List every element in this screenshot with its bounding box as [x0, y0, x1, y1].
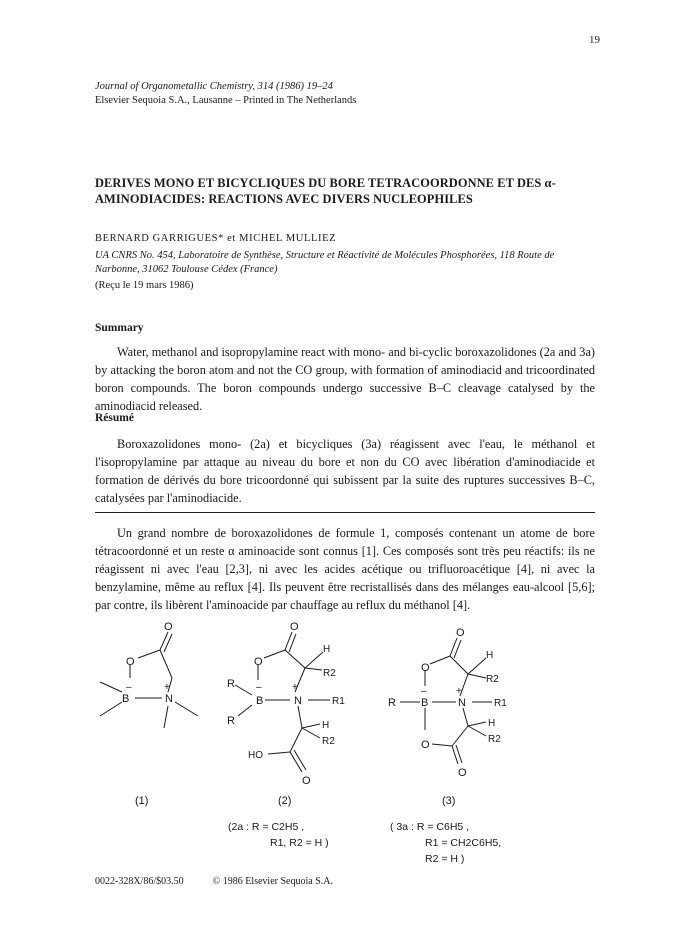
structure-3-atom-h-upper: H: [486, 650, 494, 661]
received-date: (Reçu le 19 mars 1986): [95, 280, 194, 291]
summary-text: Water, methanol and isopropylamine react with mono- and bi-cyclic boroxazolidones (2a and 3a) by attacking the boron atom and not the CO group, with formation of aminodiacid and tricoordinated boron compounds. The boron compounds undergo successive B–C cleavage catalysed by the aminodiacid released.: [95, 345, 595, 413]
structure-2-atom-h-lower: H: [322, 720, 330, 731]
structure-2-atom-r-upper: R: [227, 678, 235, 690]
structure-2-atom-r2-lower: R2: [322, 736, 335, 747]
structure-2-charge-plus: +: [292, 682, 298, 693]
structure-3a-note-line3: R2 = H ): [425, 853, 465, 865]
structure-2-charge-minus: –: [256, 682, 262, 693]
author-affiliation: UA CNRS No. 454, Laboratoire de Synthèse, Structure et Réactivité de Molécules Phosphorées, 118 Route de Narbonne, 31062 Toulouse Cédex (France): [95, 250, 555, 275]
structure-label-1: (1): [135, 795, 149, 807]
structure-2-atom-r2-upper: R2: [323, 668, 336, 679]
structure-3-atom-o-ring-upper: O: [421, 662, 430, 674]
structure-3a-note-line1: ( 3a : R = C6H5 ,: [390, 821, 470, 833]
journal-publisher: Elsevier Sequoia S.A., Lausanne – Printed in The Netherlands: [95, 95, 357, 106]
page-number: 19: [589, 34, 600, 46]
structure-3-atom-b: B: [421, 697, 429, 709]
structure-3-charge-minus: –: [421, 686, 427, 697]
structure-2-atom-o-carbonyl: O: [290, 621, 299, 633]
footer-code: 0022-328X/86/$03.50: [95, 876, 184, 887]
structure-1-atom-n: N: [165, 693, 173, 705]
article-authors: BERNARD GARRIGUES* et MICHEL MULLIEZ: [95, 233, 337, 244]
journal-header: [95, 80, 356, 108]
section-divider: [95, 512, 595, 513]
structure-2-atom-ho: HO: [248, 750, 263, 761]
article-title: DERIVES MONO ET BICYCLIQUES DU BORE TETRACOORDONNE ET DES α-AMINODIACIDES: REACTIONS AVEC DIVERS NUCLEOPHILES: [95, 176, 556, 206]
structure-2a-note-line1: (2a : R = C2H5 ,: [228, 821, 305, 833]
structure-2-atom-n: N: [294, 695, 302, 707]
chemical-structures-figure: [80, 620, 600, 870]
structure-label-2: (2): [278, 795, 292, 807]
resume-text: Boroxazolidones mono- (2a) et bicycliques (3a) réagissent avec l'eau, le méthanol et l'isopropylamine par attaque au niveau du bore et non du CO avec libération d'aminodiacide et formation de dérivés du bore tricoordonné qui subissent par la suite des ruptures successives B–C, catalysées par l'aminodiacide.: [95, 437, 595, 505]
structure-2-atom-o-acid: O: [302, 775, 311, 787]
structure-3-atom-r1: R1: [494, 698, 507, 709]
structure-2-atom-b: B: [256, 695, 264, 707]
summary-heading: Summary: [95, 322, 144, 334]
structure-1-atom-o-ring: O: [126, 656, 135, 668]
structure-3-atom-o-carbonyl-upper: O: [456, 627, 465, 639]
structure-2-atom-o-ring: O: [254, 656, 263, 668]
structure-3-atom-h-lower: H: [488, 718, 496, 729]
structure-1-atom-b: B: [122, 693, 130, 705]
structure-2-atom-r-lower: R: [227, 715, 235, 727]
body-paragraph: Un grand nombre de boroxazolidones de formule 1, composés contenant un atome de bore tétracoordonné et un reste α aminoacide sont connus [1]. Ces composés sont très peu réactifs: ils ne réagissent ni avec l'eau [2,3], ni avec les acides acétique ou trifluoroacétique [4], ni avec la benzylamine, même au reflux [4]. Ils peuvent être recristallisés dans des mélanges eau-alcool [5,6]; par contre, ils libèrent l'aminoacide par chauffage au reflux du méthanol [4].: [95, 526, 595, 612]
structure-1-bonds: [100, 632, 198, 728]
footer: [95, 876, 333, 887]
structure-3-atom-r2-lower: R2: [488, 734, 501, 745]
structure-2-atom-h-upper: H: [323, 644, 331, 655]
structure-1-charge-plus: +: [164, 682, 170, 693]
structure-2-atom-r1: R1: [332, 696, 345, 707]
structure-1-atom-o-carbonyl: O: [164, 621, 173, 633]
structure-3-atom-n: N: [458, 697, 466, 709]
structure-1-charge-minus: –: [126, 682, 132, 693]
resume-heading: Résumé: [95, 412, 134, 424]
structure-label-3: (3): [442, 795, 456, 807]
journal-citation: Journal of Organometallic Chemistry, 314 (1986) 19–24: [95, 81, 333, 92]
structure-3-atom-r2-upper: R2: [486, 674, 499, 685]
structure-2a-note-line2: R1, R2 = H ): [270, 837, 329, 849]
structure-3a-note-line2: R1 = CH2C6H5,: [425, 837, 502, 849]
structure-3-charge-plus: +: [456, 686, 462, 697]
structure-3-atom-o-carbonyl-lower: O: [458, 767, 467, 779]
structure-3-bonds: [400, 638, 492, 764]
structure-3-atom-r: R: [388, 697, 396, 709]
footer-copyright: © 1986 Elsevier Sequoia S.A.: [212, 876, 333, 887]
structure-3-atom-o-ring-lower: O: [421, 739, 430, 751]
